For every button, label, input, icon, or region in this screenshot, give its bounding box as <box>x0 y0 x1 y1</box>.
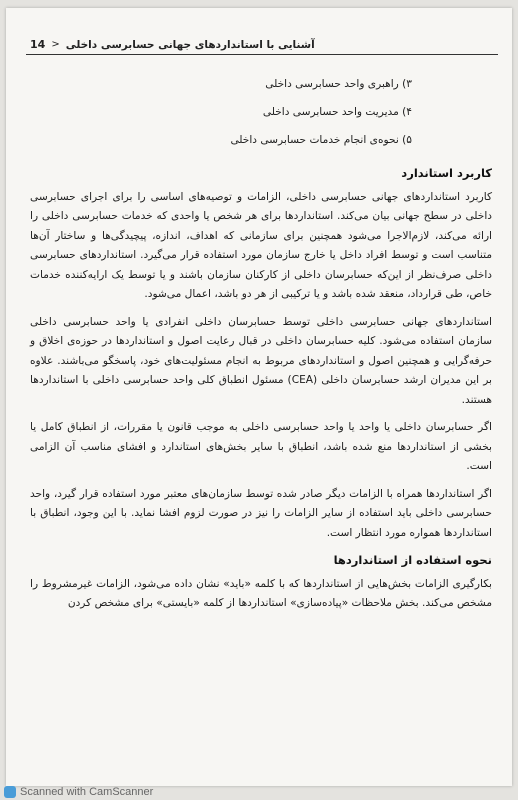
paragraph: کاربرد استانداردهای جهانی حسابرسی داخلی، الزامات و توصیه‌های اساسی را برای اجرای حسابرسی داخلی در سطح جهانی بیان می‌کند. استانداردها برای هر شخص یا واحدی که خدمات حسابرسی داخلی را ارائه می‌کند، لازم‌الاجرا می‌شود همچنین برای سازمانی که اهداف، اندازه، پیچیدگی‌ها و ساختار آن‌ها متناسب است و توسط افراد داخل یا خارج سازمان مورد استفاده قرار می‌گیرد. استانداردهای حسابرسی داخلی صرف‌نظر از این‌که حسابرسان داخلی از کارکنان سازمان باشند و یا توسط یک ارایه‌کننده خدمات خاص، طی قرارداد، منعقد شده باشد و یا ترکیبی از هر دو باشد، اعمال می‌شود. <box>30 190 492 300</box>
paragraph: اگر حسابرسان داخلی یا واحد یا واحد حسابرسی داخلی به موجب قانون یا مقررات، از انطباق کامل یا بخشی از استانداردها منع شده باشد، انطباق با سایر بخش‌های استاندارد و افشای مناسب آن الزامی است. <box>30 421 492 472</box>
section-heading: نحوه استفاده از استانداردها <box>333 553 492 567</box>
list-item: ۳) راهبری واحد حسابرسی داخلی <box>265 78 412 90</box>
paragraph: استانداردهای جهانی حسابرسی داخلی توسط حسابرسان داخلی انفرادی یا واحد حسابرسی داخلی سازمان استفاده می‌شود. کلیه حسابرسان داخلی در قبال رعایت اصول و استانداردها در حوزه‌ی اخلاق و حرفه‌گرایی و همچنین اصول و استانداردهای مربوط به انجام مسئولیت‌های خود، پاسخگو می‌باشند. علاوه بر این مدیران ارشد حسابرسان داخلی (CEA) مسئول انطباق کلی واحد حسابرسی داخلی با استانداردها هستند. <box>30 315 492 406</box>
list-item: ۵) نحوه‌ی انجام خدمات حسابرسی داخلی <box>230 134 412 146</box>
list-item: ۴) مدیریت واحد حسابرسی داخلی <box>262 106 412 118</box>
paragraph: بکارگیری الزامات بخش‌هایی از استانداردها که با کلمه «باید» نشان داده می‌شود، الزامات غیرمشروط را مشخص می‌کند. بخش ملاحظات «پیاده‌سازی» استانداردها از کلمه «بایستی» برای مشخص کردن <box>30 577 492 609</box>
header-separator: < <box>51 39 60 50</box>
page-number: 14 <box>30 38 46 51</box>
page-body <box>30 70 492 622</box>
numbered-list <box>30 70 492 154</box>
paragraph: اگر استانداردها همراه با الزامات دیگر صادر شده توسط سازمان‌های معتبر مورد استفاده قرار گیرد، واحد حسابرسی داخلی باید استفاده از سایر الزامات را نیز در صورت لزوم افشا نماید. با این وجود، انطباق با استانداردها همواره مورد انتظار است. <box>30 487 492 539</box>
camscanner-logo-icon <box>4 786 16 798</box>
document-page <box>6 8 512 786</box>
scanner-watermark <box>4 784 153 800</box>
header-rule <box>26 54 498 55</box>
scanner-label: Scanned with CamScanner <box>20 786 154 798</box>
page-header <box>30 38 498 51</box>
running-title: آشنایی با استانداردهای جهانی حسابرسی داخلی <box>65 38 315 51</box>
section-heading: کاربرد استاندارد <box>401 166 492 180</box>
